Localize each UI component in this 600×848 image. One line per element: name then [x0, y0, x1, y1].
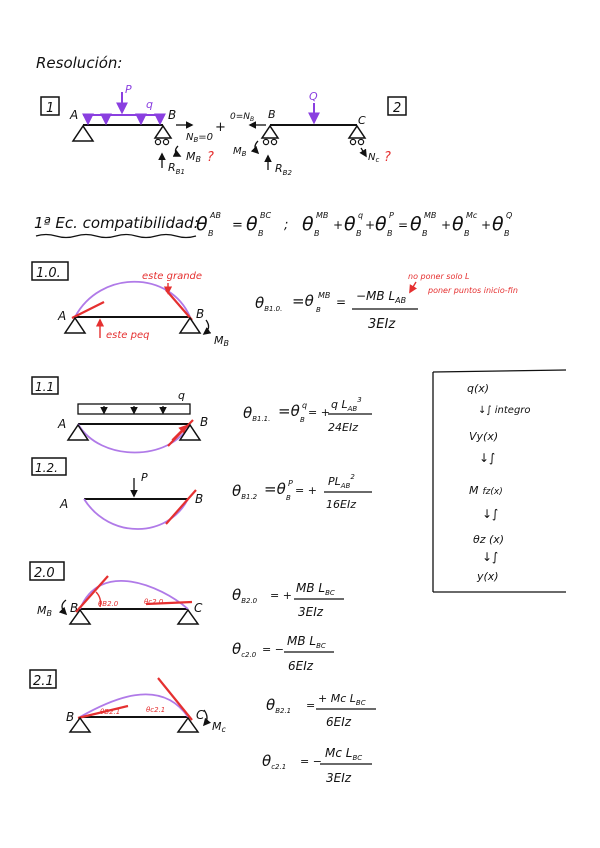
- eq-mid-sup: P: [288, 479, 293, 488]
- plus-1: +: [333, 218, 344, 232]
- beam1-label-B: B: [168, 108, 177, 122]
- eq-lhs: $\theta_{B1.0.}$: [255, 294, 283, 313]
- red-note-arrow: [410, 282, 416, 292]
- deflection-curve: [84, 499, 188, 529]
- section-tag: 1.1: [35, 380, 55, 394]
- eq1-num: + Mc $L_{BC}$: [318, 692, 366, 707]
- theta-q-sub: B: [356, 229, 362, 238]
- theta-mb-r-sub: B: [422, 229, 428, 238]
- angle-label-C: θc2.1: [146, 706, 166, 714]
- roller-support-icon: [155, 126, 171, 138]
- point-load-label: P: [141, 471, 148, 484]
- sidebox-line-3: Vy(x): [469, 430, 499, 443]
- label-B: B: [200, 415, 209, 429]
- eq1-equals: =: [306, 699, 316, 712]
- compat-underline: [36, 235, 196, 238]
- compat-heading: 1ª Ec. compatibilidad:: [34, 214, 199, 232]
- theta-b-ab: θ: [196, 213, 208, 235]
- angle-label-B: θB2.0: [98, 600, 119, 608]
- eq-num: q $L_{AB}^3$: [331, 396, 362, 413]
- setup-beam-2: [230, 90, 406, 177]
- theta-b-bc-sup: BC: [260, 211, 272, 220]
- sidebox-line-7: θz (x): [473, 533, 505, 546]
- eq1-lhs: $\theta_{B2.0}$: [232, 586, 258, 605]
- eq2-den: 3EIz: [326, 771, 352, 785]
- integration-sidebox: [433, 370, 566, 592]
- beam2-Q-label: Q: [309, 90, 318, 103]
- eq2-den: 6EIz: [288, 659, 314, 673]
- rb2-label: $R_{B2}$: [275, 162, 292, 177]
- eq-den: 24EIz: [328, 421, 358, 434]
- label-B: B: [196, 307, 205, 321]
- section-2-0: [30, 562, 344, 673]
- mb-question: ?: [207, 150, 214, 165]
- eq-equals: =: [336, 295, 347, 309]
- nc-arrow: [361, 148, 366, 156]
- label-C: C: [196, 708, 205, 722]
- nc-label: $N_c$: [368, 152, 380, 164]
- deflection-curve: [80, 581, 188, 609]
- mb2-label: $M_B$: [233, 146, 247, 158]
- theta-Q-sub: B: [504, 229, 510, 238]
- label-A: A: [58, 417, 67, 431]
- eq-sign: =: [232, 218, 243, 233]
- eq-mid: =θ: [278, 402, 300, 420]
- eq1-num: MB $L_{BC}$: [296, 581, 335, 597]
- section-1-0: [32, 262, 518, 348]
- theta-b-bc-sub: B: [258, 229, 264, 238]
- tangent-A: [72, 302, 104, 318]
- moment-label: Mc: [212, 720, 226, 734]
- section-1-2: [32, 458, 372, 529]
- moment-label: MB: [214, 334, 229, 348]
- rb1-label: $R_{B1}$: [168, 161, 185, 176]
- label-B: B: [66, 710, 75, 724]
- theta-mb-sup: MB: [316, 211, 329, 220]
- tangent-B: [166, 290, 192, 320]
- eq1-den: 3EIz: [298, 605, 324, 619]
- angle-label-C: θc2.0: [144, 598, 164, 606]
- mb-unknown: MB: [186, 150, 201, 164]
- eq-mid-sub: B: [300, 416, 305, 424]
- theta-mc-sup: Mc: [466, 211, 478, 220]
- moment-mb-arrow: [62, 600, 66, 614]
- pin-support-icon: [65, 318, 85, 333]
- eq-mid-sub: B: [286, 494, 291, 502]
- red-note-2: poner puntos inicio-fin: [428, 286, 518, 295]
- section-tag: 2.1: [33, 674, 54, 689]
- sidebox-line-6: ↓∫: [482, 507, 499, 521]
- beam2-label-C: C: [358, 114, 366, 127]
- box-1-label: 1: [46, 101, 55, 116]
- eq1-lhs: $\theta_{B2.1}$: [266, 696, 292, 715]
- sidebox-line-4: ↓∫: [479, 451, 496, 465]
- eq2-num: Mc $L_{BC}$: [325, 746, 363, 762]
- label-B: B: [195, 492, 204, 506]
- sidebox-line-8: ↓∫: [482, 550, 499, 564]
- theta-b-bc: θ: [246, 213, 258, 235]
- roller-support-icon: [349, 126, 365, 138]
- theta-p: θ: [375, 213, 387, 235]
- box-2-label: 2: [393, 101, 402, 116]
- eq-mid: =θ: [264, 480, 286, 498]
- tangent-B: [166, 490, 196, 524]
- theta-mc-sub: B: [464, 229, 470, 238]
- label-A: A: [58, 309, 67, 323]
- label-C: C: [194, 601, 203, 615]
- theta-q: θ: [344, 213, 356, 235]
- sidebox-line-5: M fz(x): [469, 484, 503, 497]
- eq-lhs: $\theta_{B1.1.}$: [243, 404, 271, 423]
- eq2-lhs: $\theta_{c2.0}$: [232, 640, 257, 659]
- eq-den: 3EIz: [368, 317, 396, 332]
- section-2-1: [30, 670, 376, 785]
- theta-mb-sub: B: [314, 229, 320, 238]
- angle-label-B: θB2.1: [100, 708, 121, 716]
- roller-support-icon: [262, 126, 278, 138]
- section-tag: 1.0.: [36, 266, 61, 281]
- moment-mb2-arrow: [255, 141, 258, 153]
- eq-num: $PL_{AB}^2$: [328, 473, 355, 490]
- theta-mb-r: θ: [410, 213, 422, 235]
- theta-p-sub: B: [387, 229, 393, 238]
- eq-mid-sub: B: [316, 306, 321, 314]
- sidebox-line-9: y(x): [477, 570, 499, 583]
- page-title: Resolución:: [36, 54, 123, 72]
- eq2-equals: = −: [262, 643, 284, 656]
- moment-mb-arrow: [175, 146, 180, 156]
- pin-support-icon: [178, 718, 198, 732]
- theta-q-sup: q: [358, 211, 364, 220]
- theta-p-sup: P: [389, 211, 394, 220]
- plus-4: +: [481, 218, 492, 232]
- eq-2: =: [398, 218, 409, 232]
- nb-zero: $N_B=0$: [186, 132, 214, 144]
- label-B: B: [70, 601, 79, 615]
- theta-b-ab-sub: B: [208, 229, 214, 238]
- setup-section: [41, 83, 226, 176]
- eq-equals: = +: [295, 484, 317, 497]
- compatibility-equation: [34, 211, 512, 238]
- beam1-label-A: A: [70, 108, 79, 122]
- pin-support-icon: [73, 126, 93, 141]
- sidebox-top: [433, 370, 566, 372]
- label-A: A: [60, 497, 69, 511]
- eq-mid: =θ: [292, 292, 314, 310]
- theta-Q-sup: Q: [506, 211, 513, 220]
- beam1-q-label: q: [146, 98, 153, 111]
- eq2-equals: = −: [300, 755, 322, 768]
- red-note-1: no poner solo L: [408, 272, 470, 281]
- eq-mid-sup: q: [302, 401, 308, 410]
- eq-equals: = +: [308, 406, 330, 419]
- beam1-P-label: P: [125, 83, 132, 96]
- theta-mb-r-sup: MB: [424, 211, 437, 220]
- eq-den: 16EIz: [326, 498, 356, 511]
- theta-mb: θ: [302, 213, 314, 235]
- eq-num: −MB $L_{AB}$: [356, 289, 407, 305]
- note-este-grande: este grande: [142, 271, 203, 282]
- theta-mc: θ: [452, 213, 464, 235]
- eq1-equals: = +: [270, 589, 292, 602]
- note-este-peq: este peq: [106, 330, 150, 341]
- sidebox-line-1: q(x): [467, 382, 490, 395]
- load-q-label: q: [178, 389, 185, 402]
- zero-nb: $0=N_B$: [230, 112, 255, 123]
- moment-mc-arrow: [204, 710, 207, 725]
- theta-b-ab-sup: AB: [210, 211, 221, 220]
- moment-mb-arrow: [204, 320, 209, 334]
- beam2-label-B: B: [268, 108, 276, 121]
- eq-lhs: $\theta_{B1.2}$: [232, 482, 258, 501]
- plus-sign: +: [215, 120, 226, 135]
- theta-Q: θ: [492, 213, 504, 235]
- eq1-den: 6EIz: [326, 715, 352, 729]
- nc-question: ?: [384, 150, 391, 165]
- plus-3: +: [441, 218, 452, 232]
- eq2-lhs: $\theta_{c2.1}$: [262, 752, 287, 771]
- eq-mid-sup: MB: [318, 291, 331, 300]
- semicolon: ;: [284, 218, 289, 233]
- plus-2: +: [365, 218, 376, 232]
- section-1-1: [32, 377, 372, 453]
- section-tag: 2.0: [34, 566, 55, 581]
- eq2-num: MB $L_{BC}$: [287, 634, 326, 650]
- pin-support-icon: [180, 425, 200, 440]
- section-tag: 1.2.: [35, 461, 58, 475]
- sidebox-line-2: ↓∫ integro: [478, 405, 531, 416]
- moment-label: MB: [37, 604, 52, 618]
